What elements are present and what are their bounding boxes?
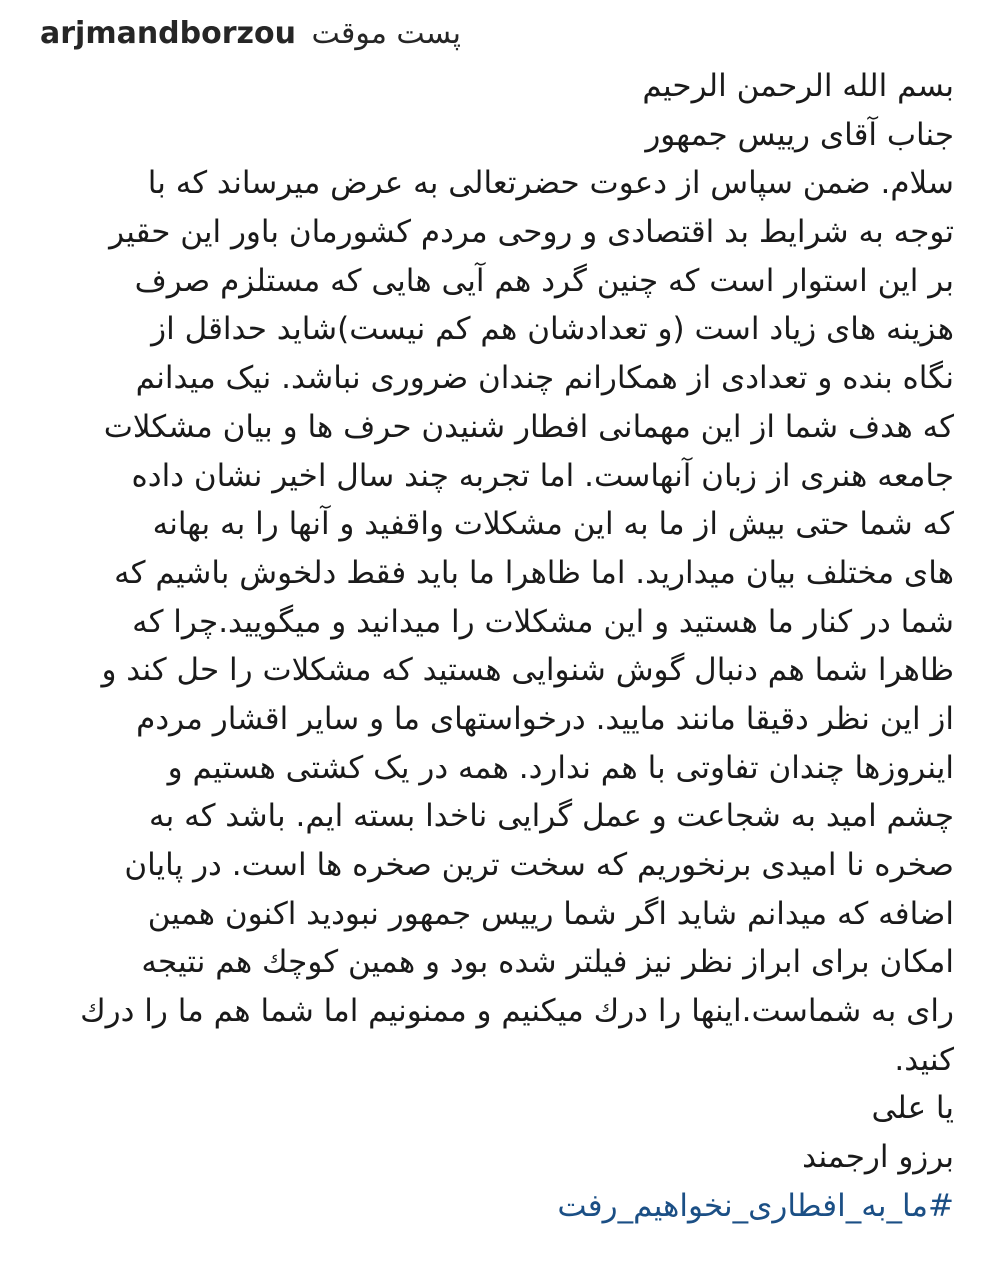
caption-line: شما در کنار ما هستید و این مشکلات را میدانید و میگویید.چرا که: [132, 603, 954, 640]
caption-line: صخره نا امیدی برنخوریم که سخت ترین صخره ها است. در پایان: [124, 847, 954, 883]
hashtag-link[interactable]: #ما_به_افطاری_نخواهیم_رفت: [557, 1187, 954, 1224]
caption-line: چشم امید به شجاعت و عمل گرایی ناخدا بسته ایم. باشد که به: [148, 798, 954, 835]
caption-line: جناب آقای رییس جمهور: [645, 116, 954, 153]
caption-line: های مختلف بیان میدارید. اما ظاهرا ما باید فقط دلخوش باشیم که: [114, 554, 954, 591]
caption-line: کنید.: [894, 1041, 954, 1078]
caption-line: اینروزها چندان تفاوتی با هم ندارد. همه در یک کشتی هستیم و: [167, 749, 954, 786]
caption-line: بسم الله الرحمن الرحیم: [642, 68, 954, 104]
caption-line: از این نظر دقیقا مانند مایید. درخواستهای ما و سایر اقشار مردم: [136, 700, 954, 737]
caption-line: که شما حتی بیش از ما به این مشکلات واقفید و آنها را به بهانه: [152, 506, 954, 543]
caption-line: نگاه بنده و تعدادی از همکارانم چندان ضروری نباشد. نیک میدانم: [135, 360, 954, 397]
caption-line: ظاهرا شما هم دنبال گوش شنوایی هستید که مشکلات را حل کند و: [101, 652, 954, 689]
username-link[interactable]: arjmandborzou: [40, 16, 296, 51]
caption-line: هزینه های زیاد است (و تعدادشان هم کم نیست)شاید حداقل از: [151, 311, 954, 348]
post-caption: [36, 62, 954, 1231]
post-header: [40, 10, 470, 58]
caption-line: رای به شماست.اینها را درك میکنیم و ممنونیم اما شما هم ما را درك: [80, 993, 954, 1030]
caption-line: توجه به شرایط بد اقتصادی و روحی مردم کشورمان باور این حقیر: [109, 214, 954, 251]
temporary-post-label: پست موقت: [311, 16, 461, 51]
caption-line: سلام. ضمن سپاس از دعوت حضرتعالی به عرض میرساند که با: [147, 165, 954, 202]
caption-line: جامعه هنری از زبان آنهاست. اما تجربه چند سال اخیر نشان داده: [131, 457, 954, 494]
hashtag-line: [36, 1182, 954, 1231]
caption-line: برزو ارجمند: [802, 1139, 954, 1176]
caption-line: بر این استوار است که چنین گرد هم آیی هایی که مستلزم صرف: [134, 262, 954, 299]
caption-line: اضافه که میدانم شاید اگر شما رییس جمهور نبودید اکنون همین: [147, 895, 954, 932]
caption-line: امکان برای ابراز نظر نیز فیلتر شده بود و همین کوچك هم نتیجه: [141, 944, 954, 981]
caption-line: که هدف شما از این مهمانی افطار شنیدن حرف ها و بیان مشکلات: [103, 408, 954, 445]
caption-line: یا علی: [871, 1090, 954, 1127]
